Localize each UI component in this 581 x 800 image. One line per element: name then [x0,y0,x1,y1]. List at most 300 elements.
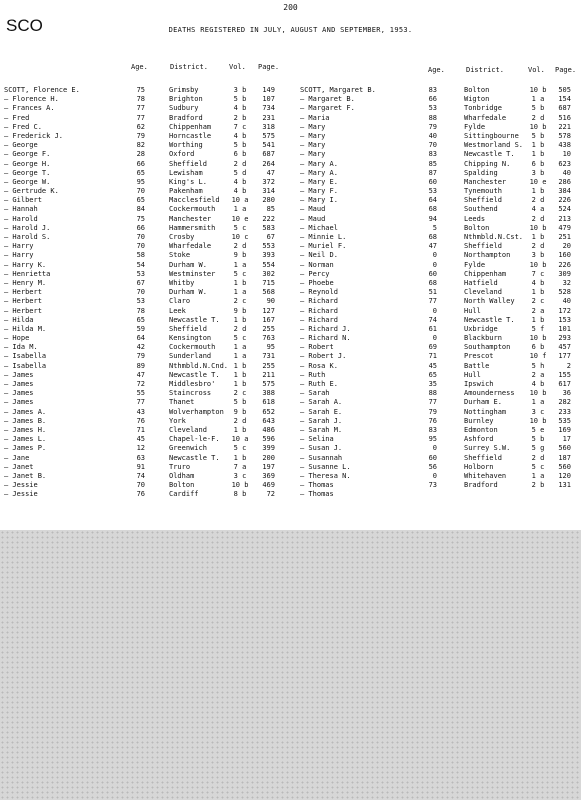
entry-age: 77 [428,398,437,407]
entry-name: — Fred C. [4,122,42,131]
entry-page: 149 [262,86,275,94]
entry-age: 0 [432,306,437,315]
entry-district: Burnley [464,416,494,425]
entry-district: Bolton [464,223,490,232]
entry-page: 293 [558,334,571,343]
entry-volume: 5 e [531,425,545,434]
entry-name: — Percy [300,269,330,278]
entry-age: 94 [428,214,437,223]
entry-volume: 6 b [531,343,545,352]
entry-page: 302 [262,269,275,278]
entry-page: 457 [558,343,571,352]
entry-volume: 10 b [529,223,547,232]
entry-volume: 3 b [233,86,247,94]
entry-volume: 6 b [531,159,545,168]
entry-volume: 2 d [233,324,247,333]
register-entry [4,123,279,132]
entry-age: 53 [136,269,145,278]
register-entry [300,150,581,159]
entry-name: — Richard [300,297,338,306]
register-entry [300,371,581,380]
entry-age: 88 [428,389,437,398]
entry-page: 575 [262,380,275,388]
entry-age: 55 [136,389,145,398]
register-entry [4,408,279,417]
entry-volume: 2 d [531,453,545,462]
header-age-left: Age. [131,63,148,71]
entry-name: — Susannah [300,453,343,462]
entry-name: — Mary F. [300,187,338,196]
entry-page: 36 [562,389,571,398]
entry-volume: 1 b [531,141,545,150]
register-entry [300,242,581,251]
register-entry [4,242,279,251]
register-entry [4,472,279,481]
entry-name: — Isabella [4,352,47,361]
entry-age: 68 [428,233,437,241]
entry-page: 280 [262,196,275,205]
entry-name: SCOTT, Margaret B. [300,86,376,94]
entry-page: 731 [262,352,275,361]
entry-name: — Richard [300,306,338,315]
register-entry [4,224,279,233]
register-entry [300,352,581,361]
register-entry [4,288,279,297]
entry-district: Claro [169,297,191,306]
entry-age: 65 [136,196,145,205]
section-label: SCO [6,16,43,35]
entry-age: 74 [136,471,145,480]
register-entry [300,132,581,141]
entry-volume: 1 a [531,398,545,407]
entry-volume: 4 b [531,380,545,388]
entry-district: Westmorland S. [464,141,524,150]
register-entry [300,463,581,472]
entry-volume: 1 b [233,370,247,379]
entry-name: — Harold S. [4,233,51,241]
entry-age: 75 [136,214,145,223]
entry-page: 399 [262,444,275,453]
entry-age: 82 [136,141,145,150]
register-entry [300,169,581,178]
entry-district: Macclesfield [169,196,220,205]
entry-district: Cleveland [464,288,502,297]
entry-volume: 10 f [529,352,547,361]
entry-district: Sheffield [169,324,207,333]
entry-age: 76 [136,490,145,499]
entry-page: 90 [266,297,275,306]
entry-district: Edmonton [464,425,498,434]
entry-age: 47 [428,242,437,251]
register-entry [300,481,581,490]
entry-volume: 5 b [233,141,247,150]
register-entry [300,325,581,334]
entry-name: — Ruth E. [300,380,338,388]
entry-name: — Susan J. [300,444,343,453]
entry-volume: 1 b [233,361,247,370]
entry-page: 384 [558,187,571,196]
entry-page: 2 [566,361,571,370]
entry-name: — Rosa K. [300,361,338,370]
entry-page: 233 [558,407,571,416]
entry-age: 61 [428,324,437,333]
register-entry [300,178,581,187]
entry-age: 79 [136,352,145,361]
entry-volume: 5 g [531,444,545,453]
header-district-right: District. [466,66,504,74]
register-entry [300,426,581,435]
register-entry [300,472,581,481]
entry-district: Fylde [464,122,486,131]
entry-page: 160 [558,251,571,260]
entry-volume: 10 c [231,233,249,241]
entry-name: — Mary E. [300,177,338,186]
entry-age: 76 [428,416,437,425]
entry-age: 70 [136,242,145,251]
entry-volume: 5 h [531,361,545,370]
register-entry [4,307,279,316]
entry-name: — Herbert [4,288,42,297]
entry-district: Wharfedale [464,113,507,122]
entry-district: Wharfedale [169,242,212,251]
entry-district: Greenwich [169,444,207,453]
entry-page: 623 [558,159,571,168]
register-entry [4,150,279,159]
entry-age: 77 [428,297,437,306]
entry-age: 28 [136,150,145,159]
entry-age: 59 [136,324,145,333]
entry-volume: 3 b [531,168,545,177]
entry-age: 60 [428,269,437,278]
entry-page: 255 [262,324,275,333]
entry-name: — Maud [300,205,326,214]
entry-name: — Frederick J. [4,131,64,140]
entry-name: — Florence H. [4,95,59,104]
entry-volume: 1 b [233,380,247,388]
entry-age: 66 [136,159,145,168]
entry-name: — James B. [4,416,47,425]
entry-page: 264 [262,159,275,168]
entry-volume: 10 e [231,214,249,223]
register-entry [300,334,581,343]
entry-district: Hatfield [464,278,498,287]
entry-district: Leeds [464,214,486,223]
entry-age: 85 [428,159,437,168]
entry-page: 763 [262,334,275,343]
entry-age: 62 [136,122,145,131]
entry-page: 652 [262,407,275,416]
entry-volume: 9 b [233,306,247,315]
entry-volume: 3 b [531,251,545,260]
entry-district: Durham E. [464,398,502,407]
entry-page: 172 [558,306,571,315]
entry-volume: 10 b [529,334,547,343]
entry-page: 734 [262,104,275,113]
entry-volume: 10 b [529,416,547,425]
register-entry [4,104,279,113]
entry-district: Newcastle T. [169,370,220,379]
entry-volume: 1 a [531,95,545,104]
entry-name: — Richard [300,315,338,324]
entry-page: 388 [262,389,275,398]
entry-name: — Harry [4,242,34,251]
entry-district: Crosby [169,233,195,241]
entry-volume: 1 b [531,150,545,159]
entry-district: Whitehaven [464,471,507,480]
entry-page: 211 [262,370,275,379]
entry-age: 88 [428,113,437,122]
entry-name: — George H. [4,159,51,168]
entry-district: Bolton [169,481,195,490]
entry-page: 120 [558,471,571,480]
entry-name: — Maud [300,214,326,223]
entry-volume: 5 c [233,334,247,343]
register-entry [300,205,581,214]
entry-district: York [169,416,186,425]
entry-name: — Mary A. [300,168,338,177]
entry-volume: 7 c [233,122,247,131]
entry-age: 79 [428,407,437,416]
register-entry [300,380,581,389]
entry-page: 101 [558,324,571,333]
entry-volume: 1 a [531,471,545,480]
entry-name: — Robert J. [300,352,347,361]
entry-name: — George F. [4,150,51,159]
entry-district: Tonbridge [464,104,502,113]
entry-volume: 2 d [531,113,545,122]
register-entry [4,389,279,398]
register-entry [300,279,581,288]
entry-name: — Mary A. [300,159,338,168]
entry-age: 40 [428,131,437,140]
entry-district: Surrey S.W. [464,444,511,453]
entry-page: 369 [262,471,275,480]
entry-district: Oldham [169,471,195,480]
entry-district: Durham W. [169,288,207,297]
register-entry [300,233,581,242]
entry-name: — Hope [4,334,30,343]
entry-page: 372 [262,177,275,186]
entry-page: 554 [262,260,275,269]
entry-age: 78 [136,306,145,315]
entry-age: 75 [136,86,145,94]
entry-volume: 10 b [231,481,249,490]
entry-district: Sheffield [464,242,502,251]
entry-volume: 10 a [231,196,249,205]
entry-name: — Thomas [300,481,334,490]
register-entry [4,215,279,224]
entry-age: 83 [428,86,437,94]
entry-district: Ashford [464,435,494,444]
entry-page: 153 [558,315,571,324]
register-entry [300,187,581,196]
entry-page: 528 [558,288,571,297]
entry-volume: 4 b [233,131,247,140]
header-vol-right: Vol. [528,66,545,74]
register-entry [300,343,581,352]
register-entry [4,490,279,499]
register-entry [4,279,279,288]
entry-district: Uxbridge [464,324,498,333]
entry-name: — Frances A. [4,104,55,113]
register-entry [4,141,279,150]
entry-page: 286 [558,177,571,186]
entry-age: 64 [428,196,437,205]
entry-district: Thanet [169,398,195,407]
entry-volume: 1 b [531,315,545,324]
entry-name: — Janet B. [4,471,47,480]
entry-volume: 1 b [233,278,247,287]
entry-district: North Walley [464,297,515,306]
entry-page: 67 [266,233,275,241]
entry-page: 596 [262,435,275,444]
entry-volume: 1 a [233,352,247,361]
register-entry [4,398,279,407]
entry-name: — Hilda M. [4,324,47,333]
entry-district: Stoke [169,251,191,260]
entry-district: Pakenham [169,187,203,196]
register-entry [300,270,581,279]
entry-page: 715 [262,278,275,287]
entry-page: 516 [558,113,571,122]
entry-district: Manchester [464,177,507,186]
entry-page: 177 [558,352,571,361]
entry-age: 74 [428,315,437,324]
entry-age: 42 [136,343,145,352]
entry-age: 35 [428,380,437,388]
register-entry [4,352,279,361]
entry-district: Whitby [169,278,195,287]
register-entry [4,463,279,472]
entry-age: 0 [432,251,437,260]
entry-district: Northampton [464,251,511,260]
entry-page: 213 [558,214,571,223]
entry-district: Ipswich [464,380,494,388]
entry-district: Sheffield [464,453,502,462]
entry-name: — George [4,141,38,150]
entry-age: 65 [428,370,437,379]
entry-name: — James [4,398,34,407]
entry-age: 0 [432,444,437,453]
register-entry [300,104,581,113]
register-entry [4,233,279,242]
entry-volume: 5 b [531,104,545,113]
entry-page: 10 [562,150,571,159]
entry-name: — Harry K. [4,260,47,269]
entry-name: — Sarah M. [300,425,343,434]
entry-age: 45 [136,435,145,444]
register-entry [300,297,581,306]
entry-page: 617 [558,380,571,388]
header-district-left: District. [170,63,208,71]
entry-district: Southend [464,205,498,214]
entry-volume: 5 b [531,131,545,140]
entry-district: Holborn [464,462,494,471]
entry-page: 40 [562,168,571,177]
entry-district: Kensington [169,334,212,343]
entry-page: 20 [562,242,571,251]
entry-page: 154 [558,95,571,104]
entry-age: 67 [136,278,145,287]
header-vol-left: Vol. [229,63,246,71]
entry-volume: 2 c [233,389,247,398]
header-age-right: Age. [428,66,445,74]
left-register-column [4,86,279,499]
entry-page: 687 [262,150,275,159]
entry-name: — Robert [300,343,334,352]
right-register-column [300,86,581,499]
entry-age: 70 [136,288,145,297]
entry-age: 51 [428,288,437,297]
register-entry [300,417,581,426]
register-entry [4,343,279,352]
entry-volume: 5 b [531,435,545,444]
header-page-left: Page. [258,63,280,71]
entry-age: 43 [136,407,145,416]
entry-volume: 2 d [531,214,545,223]
entry-district: Spalding [464,168,498,177]
register-entry [300,215,581,224]
entry-volume: 3 c [233,471,247,480]
entry-district: Bradford [169,113,203,122]
register-entry [4,417,279,426]
register-entry [300,316,581,325]
entry-page: 17 [562,435,571,444]
entry-volume: 4 b [233,187,247,196]
entry-name: — Henry M. [4,278,47,287]
entry-district: Cockermouth [169,205,216,214]
entry-volume: 5 c [233,269,247,278]
entry-name: — Gilbert [4,196,42,205]
entry-volume: 4 b [233,177,247,186]
entry-page: 309 [558,269,571,278]
entry-district: Newcastle T. [169,453,220,462]
header-page-right: Page. [555,66,577,74]
entry-volume: 5 d [233,168,247,177]
entry-name: — Ruth [300,370,326,379]
entry-page: 618 [262,398,275,407]
entry-age: 0 [432,334,437,343]
entry-page: 231 [262,113,275,122]
entry-age: 45 [428,361,437,370]
entry-page: 85 [266,205,275,214]
entry-volume: 10 b [529,389,547,398]
entry-name: — George W. [4,177,51,186]
entry-district: Horncastle [169,131,212,140]
entry-volume: 1 b [233,315,247,324]
entry-name: — Herbert [4,297,42,306]
entry-volume: 2 c [531,297,545,306]
entry-page: 282 [558,398,571,407]
entry-age: 60 [428,453,437,462]
entry-page: 643 [262,416,275,425]
entry-district: Worthing [169,141,203,150]
register-entry [300,196,581,205]
page-number: 200 [283,3,298,12]
entry-volume: 7 c [531,269,545,278]
register-entry [300,389,581,398]
register-entry [4,178,279,187]
entry-district: Tynemouth [464,187,502,196]
entry-age: 58 [136,251,145,260]
entry-name: — James [4,380,34,388]
entry-name: — Maria [300,113,330,122]
entry-age: 91 [136,462,145,471]
entry-age: 69 [428,343,437,352]
entry-name: — Richard N. [300,334,351,343]
entry-name: — Sarah E. [300,407,343,416]
entry-district: Truro [169,462,191,471]
